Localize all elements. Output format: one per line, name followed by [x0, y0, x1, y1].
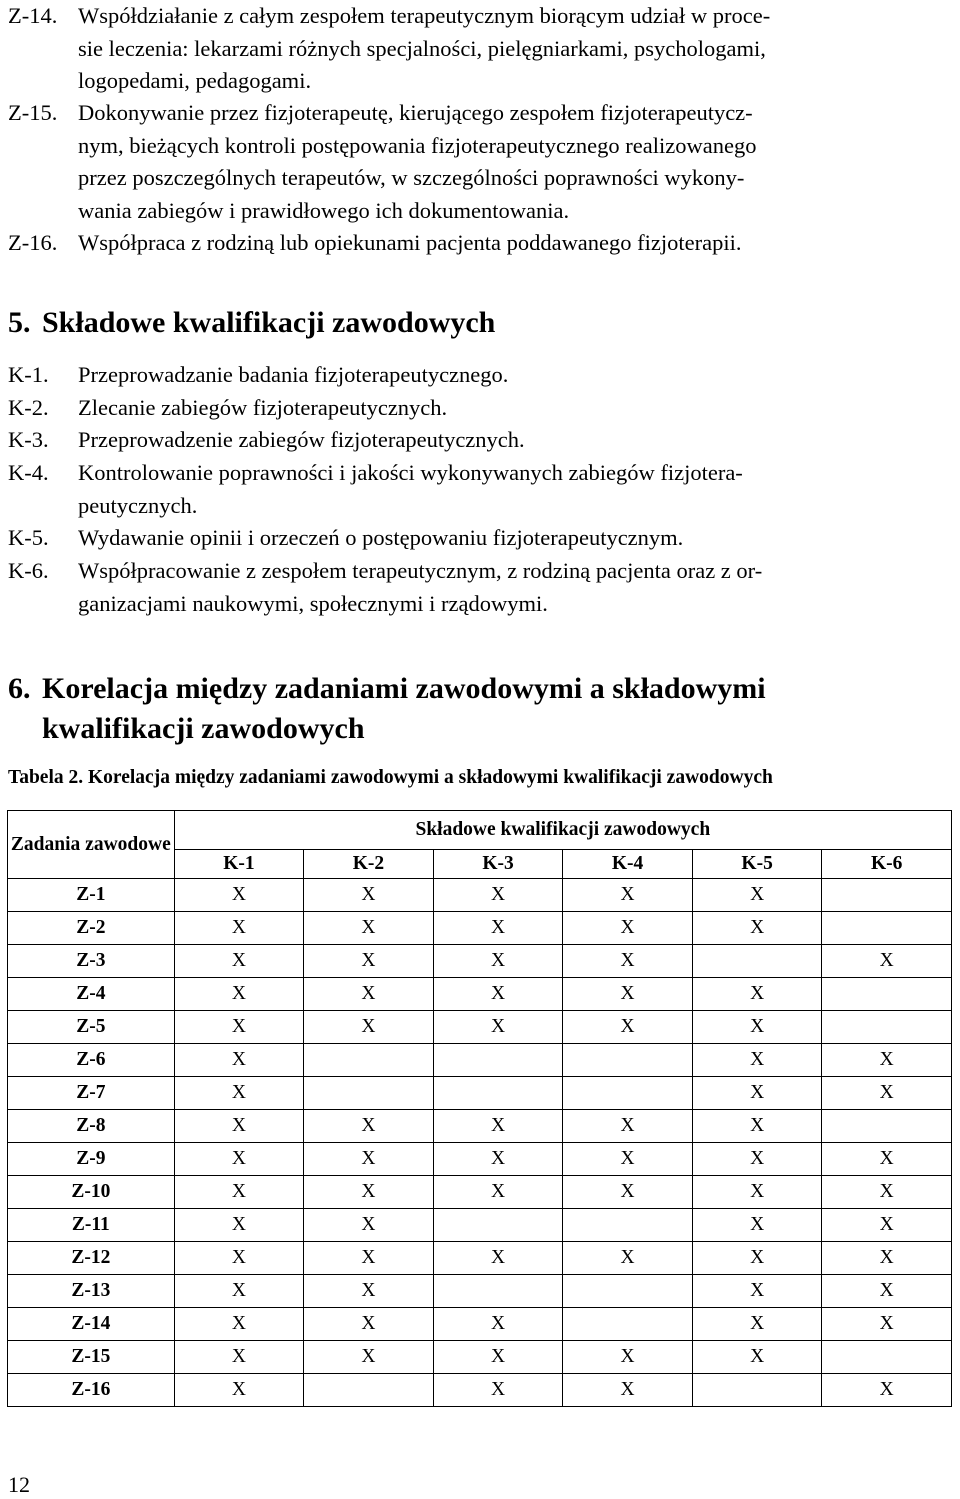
mark-cell: X [304, 1110, 434, 1143]
mark-cell: X [822, 945, 952, 978]
mark-cell: X [563, 1143, 693, 1176]
mark-cell [563, 1044, 693, 1077]
mark-cell: X [433, 912, 563, 945]
column-header-cell: K-6 [822, 850, 952, 879]
table-header-row [8, 811, 952, 850]
entry-line: ganizacjami naukowymi, społecznymi i rządowymi. [78, 590, 548, 616]
task-entry [8, 0, 952, 98]
entry-text [78, 359, 952, 392]
mark-cell [304, 1077, 434, 1110]
entry-line: wania zabiegów i prawidłowego ich dokumentowania. [78, 197, 570, 223]
mark-cell: X [174, 978, 304, 1011]
mark-cell: X [433, 1110, 563, 1143]
mark-cell [822, 1110, 952, 1143]
mark-cell: X [563, 945, 693, 978]
mark-cell: X [822, 1176, 952, 1209]
entry-line: Dokonywanie przez fizjoterapeutę, kierującego zespołem fizjoterapeutycz- [78, 100, 753, 125]
entry-code: K-5. [8, 525, 49, 550]
mark-cell [822, 1341, 952, 1374]
entry-line: Zlecanie zabiegów fizjoterapeutycznych. [78, 395, 448, 420]
mark-cell: X [563, 879, 693, 912]
entry-line: Przeprowadzenie zabiegów fizjoterapeutycznych. [78, 427, 525, 452]
mark-cell: X [692, 1011, 822, 1044]
mark-cell: X [563, 912, 693, 945]
task-label-cell: Z-12 [8, 1242, 175, 1275]
task-label-cell: Z-5 [8, 1011, 175, 1044]
mark-cell: X [174, 1011, 304, 1044]
mark-cell: X [822, 1044, 952, 1077]
row-header-cell: Zadania zawodowe [8, 811, 175, 879]
mark-cell: X [822, 1077, 952, 1110]
task-label-cell: Z-9 [8, 1143, 175, 1176]
table-row [8, 1176, 952, 1209]
section-heading [8, 303, 495, 343]
table-row [8, 1011, 952, 1044]
entry-line: peutycznych. [78, 492, 198, 518]
mark-cell: X [563, 1341, 693, 1374]
task-label-cell: Z-3 [8, 945, 175, 978]
table-row [8, 879, 952, 912]
entry-text [78, 392, 952, 425]
entry-text [78, 457, 952, 522]
entry-code: Z-15. [8, 100, 58, 125]
mark-cell: X [174, 1077, 304, 1110]
mark-cell [433, 1209, 563, 1242]
page-number: 12 [8, 1472, 30, 1497]
entry-code: Z-16. [8, 230, 58, 255]
entry-line: przez poszczególnych terapeutów, w szczególności poprawności wykony- [78, 165, 745, 190]
section-title-line: Korelacja między zadaniami zawodowymi a składowymi [42, 672, 766, 705]
task-label-cell: Z-15 [8, 1341, 175, 1374]
mark-cell: X [822, 1275, 952, 1308]
mark-cell: X [304, 1341, 434, 1374]
task-label-cell: Z-6 [8, 1044, 175, 1077]
mark-cell: X [433, 1011, 563, 1044]
task-label-cell: Z-14 [8, 1308, 175, 1341]
mark-cell: X [304, 1143, 434, 1176]
mark-cell [563, 1209, 693, 1242]
task-label-cell: Z-8 [8, 1110, 175, 1143]
qualification-entry [8, 392, 952, 425]
mark-cell [822, 879, 952, 912]
mark-cell: X [692, 1110, 822, 1143]
mark-cell: X [304, 1242, 434, 1275]
mark-cell [563, 1275, 693, 1308]
mark-cell: X [692, 1275, 822, 1308]
mark-cell: X [304, 1308, 434, 1341]
column-header-cell: K-5 [692, 850, 822, 879]
qualification-entry [8, 424, 952, 457]
mark-cell: X [174, 912, 304, 945]
column-header-cell: K-3 [433, 850, 563, 879]
mark-cell: X [304, 1209, 434, 1242]
section-title: Składowe kwalifikacji zawodowych [42, 306, 496, 339]
mark-cell: X [304, 978, 434, 1011]
mark-cell [433, 1077, 563, 1110]
column-header-cell: K-1 [174, 850, 304, 879]
column-header-cell: K-2 [304, 850, 434, 879]
task-label-cell: Z-1 [8, 879, 175, 912]
mark-cell: X [822, 1143, 952, 1176]
task-entry [8, 227, 952, 260]
entry-line: Wydawanie opinii i orzeczeń o postępowaniu fizjoterapeutycznym. [78, 525, 684, 550]
entry-line: sie leczenia: lekarzami różnych specjalności, pielęgniarkami, psychologami, [78, 35, 766, 61]
mark-cell: X [304, 1275, 434, 1308]
mark-cell: X [692, 1209, 822, 1242]
task-label-cell: Z-16 [8, 1374, 175, 1407]
section-number: 6. [8, 672, 31, 705]
mark-cell: X [692, 978, 822, 1011]
mark-cell: X [174, 1143, 304, 1176]
entry-line: Współpraca z rodziną lub opiekunami pacjenta poddawanego fizjoterapii. [78, 230, 742, 255]
mark-cell: X [304, 1011, 434, 1044]
task-label-cell: Z-7 [8, 1077, 175, 1110]
mark-cell: X [433, 1242, 563, 1275]
mark-cell: X [174, 879, 304, 912]
table-row [8, 1209, 952, 1242]
entry-code: K-4. [8, 460, 49, 485]
entry-line: Kontrolowanie poprawności i jakości wykonywanych zabiegów fizjotera- [78, 460, 743, 485]
mark-cell: X [692, 1143, 822, 1176]
mark-cell: X [174, 1176, 304, 1209]
qualification-entry [8, 522, 952, 555]
entry-text [78, 424, 952, 457]
mark-cell: X [174, 1275, 304, 1308]
mark-cell: X [433, 1308, 563, 1341]
mark-cell: X [822, 1242, 952, 1275]
entry-code: K-6. [8, 558, 49, 583]
table-row [8, 1110, 952, 1143]
task-label-cell: Z-2 [8, 912, 175, 945]
table-row [8, 1308, 952, 1341]
mark-cell: X [822, 1209, 952, 1242]
entry-code: Z-14. [8, 3, 58, 28]
mark-cell: X [563, 1242, 693, 1275]
table-row [8, 1341, 952, 1374]
table-row [8, 978, 952, 1011]
mark-cell [692, 1374, 822, 1407]
mark-cell: X [174, 1242, 304, 1275]
mark-cell: X [174, 945, 304, 978]
mark-cell: X [174, 1308, 304, 1341]
entry-line: Przeprowadzanie badania fizjoterapeutycznego. [78, 362, 509, 387]
mark-cell: X [174, 1374, 304, 1407]
task-label-cell: Z-13 [8, 1275, 175, 1308]
table-row [8, 1077, 952, 1110]
mark-cell [822, 912, 952, 945]
entry-text [78, 97, 952, 227]
entry-code: K-2. [8, 395, 49, 420]
table-row [8, 1242, 952, 1275]
mark-cell: X [304, 879, 434, 912]
section-title-line: kwalifikacji zawodowych [42, 712, 365, 745]
mark-cell: X [563, 1374, 693, 1407]
mark-cell [822, 1011, 952, 1044]
entry-line: Współdziałanie z całym zespołem terapeutycznym biorącym udział w proce- [78, 3, 771, 28]
table-row [8, 945, 952, 978]
mark-cell: X [692, 1308, 822, 1341]
column-header-cell: K-4 [563, 850, 693, 879]
mark-cell [433, 1275, 563, 1308]
mark-cell: X [692, 1077, 822, 1110]
mark-cell: X [174, 1044, 304, 1077]
mark-cell: X [563, 1011, 693, 1044]
mark-cell: X [433, 879, 563, 912]
mark-cell: X [692, 879, 822, 912]
group-header-cell: Składowe kwalifikacji zawodowych [174, 811, 951, 850]
mark-cell: X [692, 1176, 822, 1209]
entry-text [78, 227, 952, 260]
entry-text [78, 0, 952, 98]
qualification-entry [8, 359, 952, 392]
entry-line: logopedami, pedagogami. [78, 68, 312, 93]
mark-cell: X [692, 1341, 822, 1374]
mark-cell: X [692, 1242, 822, 1275]
table-row [8, 912, 952, 945]
mark-cell [822, 978, 952, 1011]
task-label-cell: Z-10 [8, 1176, 175, 1209]
mark-cell: X [563, 1110, 693, 1143]
table-caption: Tabela 2. Korelacja między zadaniami zawodowymi a składowymi kwalifikacji zawodowych [8, 767, 773, 788]
section-number: 5. [8, 306, 31, 339]
mark-cell: X [563, 978, 693, 1011]
mark-cell: X [174, 1341, 304, 1374]
mark-cell [433, 1044, 563, 1077]
table-row [8, 1044, 952, 1077]
qualification-entry [8, 555, 952, 620]
table-row [8, 1275, 952, 1308]
entry-code: K-1. [8, 362, 49, 387]
table-row [8, 1374, 952, 1407]
mark-cell [692, 945, 822, 978]
correlation-table [7, 810, 952, 1407]
mark-cell: X [174, 1209, 304, 1242]
mark-cell [563, 1308, 693, 1341]
mark-cell: X [692, 912, 822, 945]
entry-code: K-3. [8, 427, 49, 452]
mark-cell: X [563, 1176, 693, 1209]
mark-cell: X [433, 1176, 563, 1209]
mark-cell: X [433, 978, 563, 1011]
mark-cell: X [433, 1374, 563, 1407]
mark-cell: X [304, 945, 434, 978]
mark-cell [304, 1374, 434, 1407]
mark-cell: X [304, 912, 434, 945]
entry-text [78, 522, 952, 555]
mark-cell: X [174, 1110, 304, 1143]
mark-cell: X [433, 945, 563, 978]
mark-cell: X [433, 1341, 563, 1374]
task-entry [8, 97, 952, 227]
mark-cell: X [433, 1143, 563, 1176]
entry-line: nym, bieżących kontroli postępowania fizjoterapeutycznego realizowanego [78, 132, 757, 158]
task-label-cell: Z-11 [8, 1209, 175, 1242]
mark-cell [304, 1044, 434, 1077]
table-row [8, 1143, 952, 1176]
mark-cell [563, 1077, 693, 1110]
section-heading [8, 669, 766, 749]
task-label-cell: Z-4 [8, 978, 175, 1011]
mark-cell: X [822, 1374, 952, 1407]
entry-line: Współpracowanie z zespołem terapeutycznym, z rodziną pacjenta oraz z or- [78, 558, 763, 583]
table-body [8, 879, 952, 1407]
mark-cell: X [822, 1308, 952, 1341]
mark-cell: X [692, 1044, 822, 1077]
mark-cell: X [304, 1176, 434, 1209]
entry-text [78, 555, 952, 620]
qualification-entry [8, 457, 952, 522]
